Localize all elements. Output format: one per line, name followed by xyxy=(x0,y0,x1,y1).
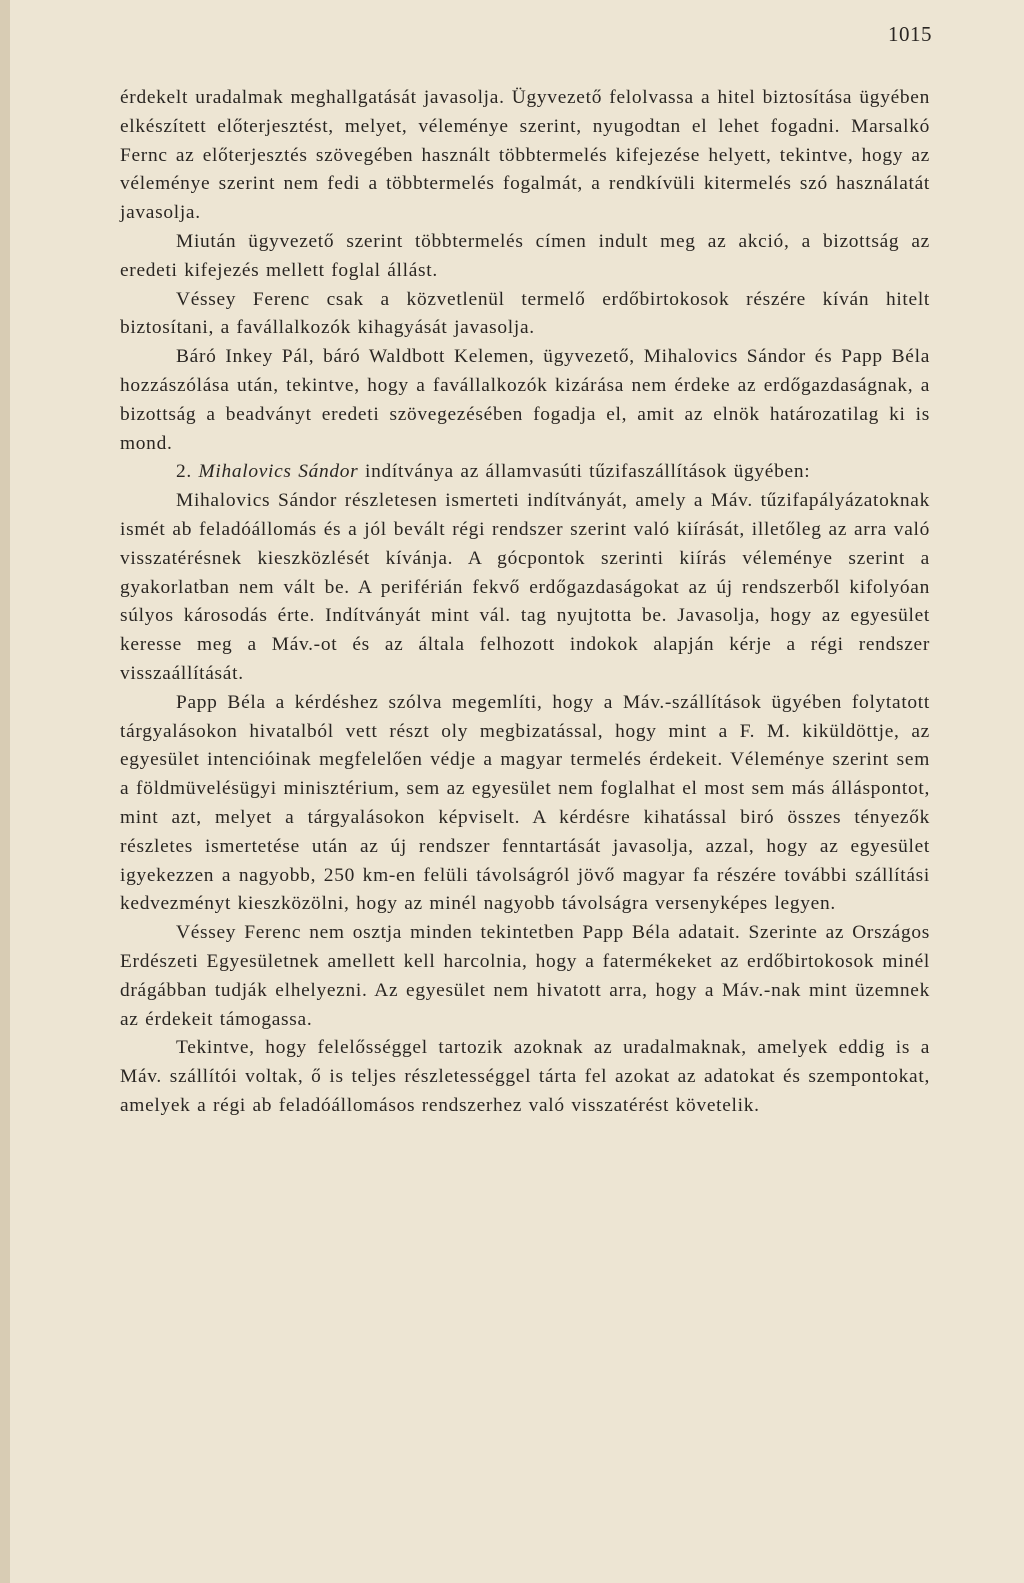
paragraph-vessey-ferenc-hitel: Véssey Ferenc csak a közvetlenül termelő erdőbirtokosok részére kíván hitelt biztosítani, a favállalkozók kihagyását javasolja. xyxy=(120,288,930,339)
paragraph-mihalovics-inditvanya xyxy=(120,458,930,487)
paragraph-baro-inkey-pal: Báró Inkey Pál, báró Waldbott Kelemen, ügyvezető, Mihalovics Sándor és Papp Béla hozzászólása után, tekintve, hogy a favállalkozók kizárása nem érdeke az erdőgazdaságnak, a bizottság a beadványt eredeti szövegezésében fogadja el, amit az elnök határozatilag ki is mond. xyxy=(120,346,930,454)
body-text xyxy=(120,84,930,1121)
paragraph-ugyvezeto-felolvassa: érdekelt uradalmak meghallgatását javasolja. Ügyvezető felolvassa a hitel biztosítása ügyében elkészített előterjesztést, melyet, véleménye szerint, nyugodtan el lehet fogadni. Marsalkó Fernc az előterjesztés szövegében használt többtermelés kifejezése helyett, tekintve, hogy az véleménye szerint nem fedi a többtermelés fogalmát, a rendkívüli kitermelés szó használatát javasolja. xyxy=(120,87,930,224)
item-number: 2. xyxy=(176,461,199,483)
paragraph-mihalovics-ismerteti: Mihalovics Sándor részletesen ismerteti indítványát, amely a Máv. tűzifapályázatoknak ismét ab feladóállomás és a jól bevált régi rendszer szerint való kiírását, illetőleg az arra való visszatérésnek kieszközlését kívánja. A gócpontok szerinti kiírás véleménye szerint a gyakorlatban nem vált be. A periférián fekvő erdőgazdaságokat az új rendszerből kifolyóan súlyos károsodás érte. Indítványát mint vál. tag nyujtotta be. Javasolja, hogy az egyesület keresse meg a Máv.-ot és az általa felhozott indokok alapján kérje a régi rendszer visszaállítását. xyxy=(120,490,930,684)
paragraph-vessey-ferenc-nem-osztja: Véssey Ferenc nem osztja minden tekintetben Papp Béla adatait. Szerinte az Országos Erdészeti Egyesületnek amellett kell harcolnia, hogy a fatermékeket az erdőbirtokosok minél drágábban tudják elhelyezni. Az egyesület nem hivatott arra, hogy a Máv.-nak mint üzemnek az érdekeit támogassa. xyxy=(120,922,930,1030)
page-left-edge xyxy=(0,0,10,1583)
proposer-name: Mihalovics Sándor xyxy=(198,461,359,483)
page-number: 1015 xyxy=(888,22,932,46)
proposal-title: indítványa az államvasúti tűzifaszállítások ügyében: xyxy=(358,461,811,483)
paragraph-papp-bela: Papp Béla a kérdéshez szólva megemlíti, hogy a Máv.-szállítások ügyében folytatott tárgyalásokon hivatalból vett részt oly megbizatással, hogy mint a F. M. kiküldöttje, az egyesület intencióinak megfelelően védje a magyar termelés érdekeit. Véleménye szerint sem a földmüvelésügyi minisztérium, sem az egyesület nem foglalhat el most sem más álláspontot, mint azt, melyet a tárgyalásokon képviselt. A kérdésre kihatással biró összes tényezők részletes ismertetése után az új rendszer fenntartását javasolja, azzal, hogy az egyesület igyekezzen a nagyobb, 250 km-en felüli távolságról jövő magyar fa részére további szállítási kedvezményt kieszközölni, hogy az minél nagyobb távolságra versenyképes legyen. xyxy=(120,691,930,915)
paragraph-tekintve-felelosseggel: Tekintve, hogy felelősséggel tartozik azoknak az uradalmaknak, amelyek eddig is a Máv. szállítói voltak, ő is teljes részletességgel tárta fel azokat az adatokat és szempontokat, amelyek a régi ab feladóállomásos rendszerhez való visszatérést követelik. xyxy=(120,1037,930,1116)
paragraph-miutan-ugyvezeto: Miután ügyvezető szerint többtermelés címen indult meg az akció, a bizottság az eredeti kifejezés mellett foglal állást. xyxy=(120,230,930,281)
